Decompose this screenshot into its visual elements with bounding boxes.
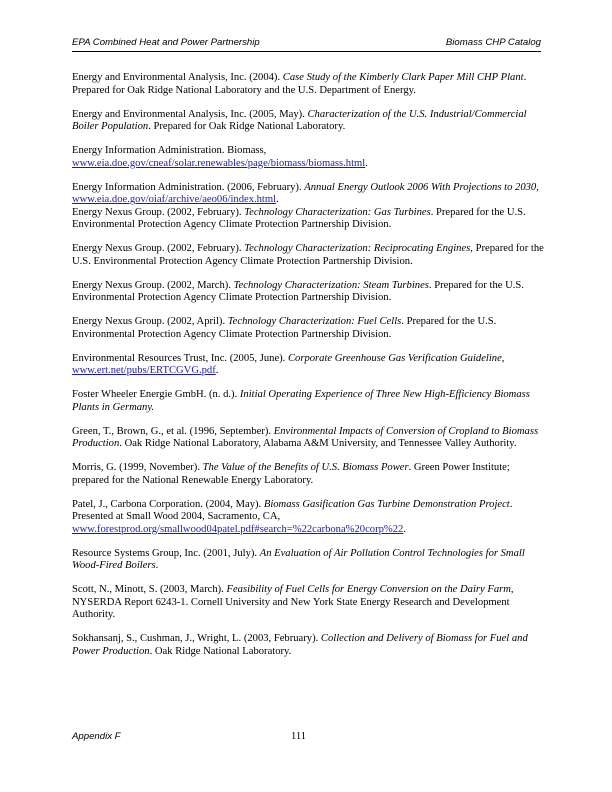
reference-authors: Energy and Environmental Analysis, Inc. (2004). [72,72,283,83]
reference-entry [72,243,544,268]
reference-title: Characterization of the U.S. Industrial/Commercial Boiler Population [72,108,527,132]
reference-title: Technology Characterization: Reciprocating Engines [244,243,471,254]
page-header [72,37,541,52]
reference-entry [72,462,544,487]
reference-punct: . [365,157,368,169]
reference-details: . Prepared for Oak Ridge National Laboratory and the U.S. Department of Energy. [72,72,527,96]
reference-entry [72,548,544,573]
reference-title: Technology Characterization: Fuel Cells [227,316,402,327]
page-number: 111 [291,731,307,742]
reference-entry [72,182,544,207]
header-left-title: EPA Combined Heat and Power Partnership [72,37,260,48]
reference-details: , [501,352,505,364]
reference-entry [72,109,544,134]
reference-title: Feasibility of Fuel Cells for Energy Conversion on the Dairy Farm [226,584,511,595]
reference-punct: . [276,194,279,205]
reference-authors: Environmental Resources Trust, Inc. (2005, June). [72,352,288,364]
reference-details: , [536,181,539,193]
reference-entry [72,389,544,414]
reference-authors: Energy Nexus Group. (2002, March). [72,279,234,291]
reference-title: Corporate Greenhouse Gas Verification Guideline [287,352,502,364]
reference-details: . Prepared for the U.S. Environmental Protection Agency Climate Protection Partnership Division. [72,206,526,230]
reference-entry [72,207,544,232]
reference-authors: Energy and Environmental Analysis, Inc. (2005, May). [72,108,308,120]
reference-title: Technology Characterization: Gas Turbines [244,206,431,218]
reference-authors: Foster Wheeler Energie GmbH. (n. d.). [72,389,240,400]
footer-appendix-label: Appendix F [72,731,121,742]
reference-authors: Sokhansanj, S., Cushman, J., Wright, L. (2003, February). [72,633,321,644]
reference-details: . Oak Ridge National Laboratory, Alabama A&M University, and Tennessee Valley Authority. [119,438,517,449]
reference-link[interactable]: www.ert.net/pubs/ERTCGVG.pdf [72,365,216,376]
reference-title: Case Study of the Kimberly Clark Paper Mill CHP Plant [282,72,524,83]
reference-title: The Value of the Benefits of U.S. Biomass Power [202,462,409,473]
reference-entry [72,584,544,622]
reference-entry [72,280,544,305]
reference-title: Environmental Impacts of Conversion of Cropland to Biomass Production [72,425,539,449]
reference-entry [72,633,544,658]
reference-title: Technology Characterization: Steam Turbines [233,279,429,291]
reference-details: . Prepared for the U.S. Environmental Protection Agency Climate Protection Partnership Division. [72,316,497,340]
reference-title: Annual Energy Outlook 2006 With Projections to 2030 [304,181,537,193]
reference-authors: Green, T., Brown, G., et al. (1996, September). [72,425,274,437]
reference-title: Biomass Gasification Gas Turbine Demonstration Project [263,498,510,510]
reference-authors: Morris, G. (1999, November). [72,462,203,473]
reference-details: . [155,560,159,571]
reference-entry [72,145,544,170]
reference-details: . Green Power Institute; prepared for the National Renewable Energy Laboratory. [72,462,510,486]
reference-entry [72,72,544,97]
reference-entry [72,316,544,341]
reference-list [72,72,544,670]
reference-details: . Prepared for Oak Ridge National Laboratory. [148,121,346,132]
reference-punct: . [403,523,407,535]
reference-title: Initial Operating Experience of Three New High-Efficiency Biomass Plants in Germany. [72,389,530,413]
reference-details: , Prepared for the U.S. Environmental Protection Agency Climate Protection Partnership Division. [72,243,544,267]
reference-details: . Prepared for the U.S. Environmental Protection Agency Climate Protection Partnership Division. [72,279,524,303]
reference-details: . Oak Ridge National Laboratory. [149,645,292,657]
reference-entry [72,499,544,537]
reference-authors: Energy Information Administration. Biomass, [72,145,267,156]
reference-details: . Presented at Small Wood 2004, Sacramento, CA, [72,498,513,522]
reference-details: , NYSERDA Report 6243-1. Cornell University and New York State Energy Research and Development Authority. [72,584,514,620]
reference-authors: Scott, N., Minott, S. (2003, March). [72,584,227,595]
reference-authors: Energy Information Administration. (2006, February). [72,181,305,193]
reference-title: Collection and Delivery of Biomass for Fuel and Power Production [72,633,528,657]
reference-link[interactable]: www.eia.doe.gov/cneaf/solar.renewables/page/biomass/biomass.html [72,157,366,169]
reference-authors: Resource Systems Group, Inc. (2001, July). [72,547,260,559]
reference-entry [72,426,544,451]
reference-link[interactable]: www.forestprod.org/smallwood04patel.pdf#search=%22carbona%20corp%22 [72,523,404,535]
reference-authors: Energy Nexus Group. (2002, February). [72,243,245,254]
reference-entry [72,353,544,378]
reference-authors: Energy Nexus Group. (2002, February). [72,206,245,218]
reference-link[interactable]: www.eia.doe.gov/oiaf/archive/aeo06/index.html [72,194,277,205]
reference-authors: Energy Nexus Group. (2002, April). [72,316,228,327]
header-right-title: Biomass CHP Catalog [445,37,541,48]
reference-authors: Patel, J., Carbona Corporation. (2004, May). [72,498,264,510]
reference-punct: . [215,365,219,376]
reference-title: An Evaluation of Air Pollution Control Technologies for Small Wood-Fired Boilers [72,547,525,571]
